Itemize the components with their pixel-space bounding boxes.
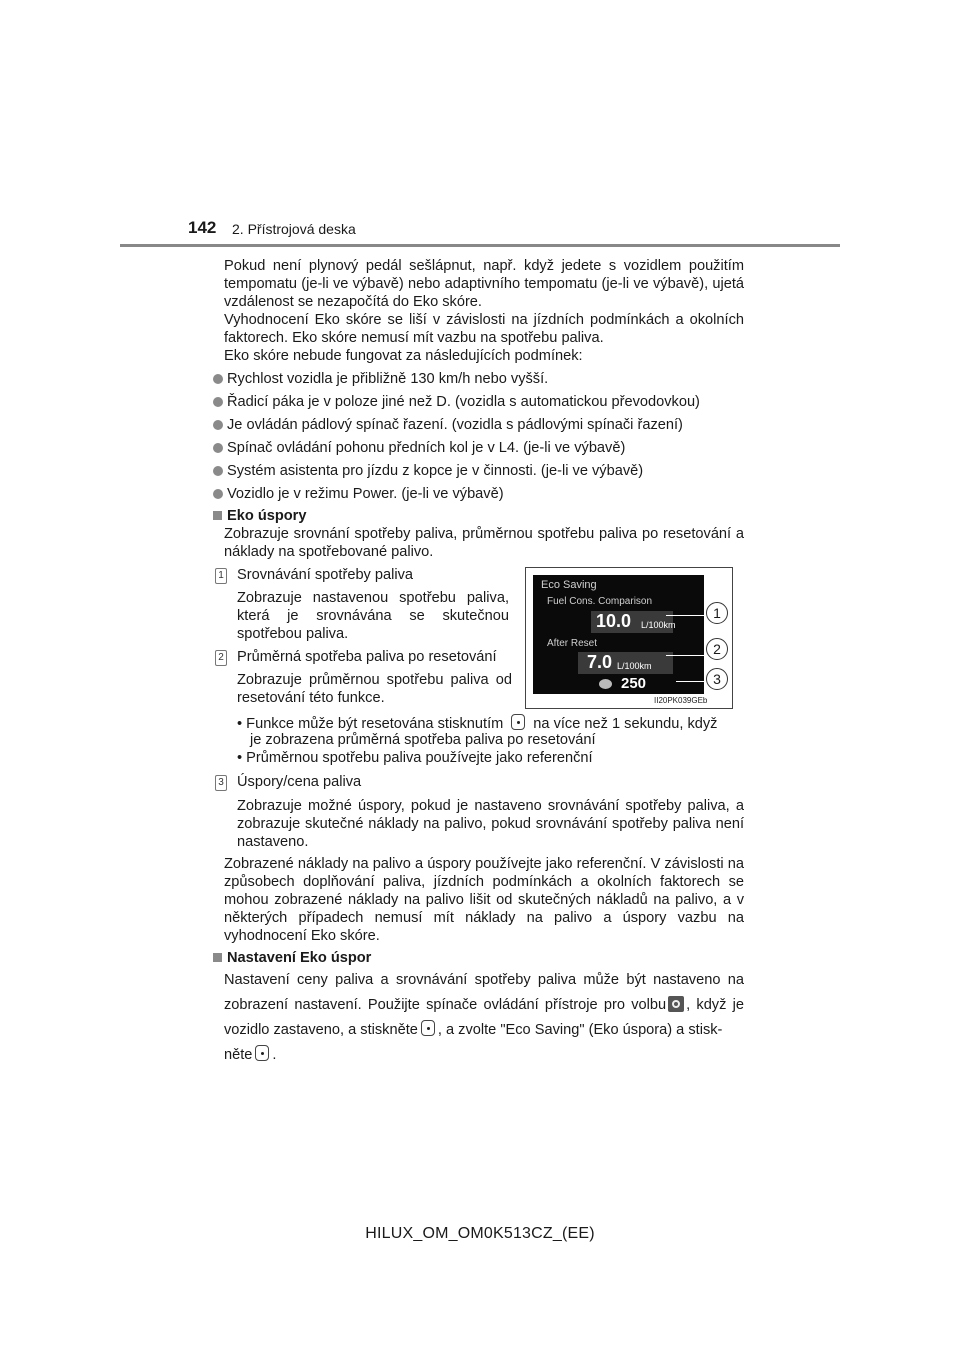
after-reset-label: After Reset	[547, 638, 598, 649]
item-2-title: Průměrná spotřeba paliva po resetování	[237, 649, 497, 665]
document-id: HILUX_OM_OM0K513CZ_(EE)	[365, 1225, 595, 1242]
display-subtitle: Fuel Cons. Comparison	[547, 596, 653, 607]
bullet-icon	[213, 443, 223, 453]
condition-text: Vozidlo je v režimu Power. (je-li ve výbavě)	[227, 486, 504, 502]
condition-item	[213, 416, 683, 434]
settings-text-b: , když je vozidlo zastaveno, a stiskněte	[224, 997, 745, 1038]
meter-button-icon	[511, 714, 525, 730]
intro-paragraph-2: Vyhodnocení Eko skóre se liší v závislosti na jízdních podmínkách a okolních faktorech. Eko skóre nemusí mít vazbu na spotřebu paliva.	[224, 312, 744, 346]
multi-info-display	[533, 575, 704, 694]
item-3-description: Zobrazuje možné úspory, pokud je nastaveno srovnávání spotřeby paliva, a zobrazuje skutečné náklady na palivo, pokud srovnávání spotřeby paliva není nastaveno.	[237, 798, 744, 850]
number-1-icon: 1	[215, 568, 227, 584]
eco-savings-description: Zobrazuje srovnání spotřeby paliva, průměrnou spotřebu paliva po resetování a náklady na spotřebované palivo.	[224, 526, 744, 560]
item-1-title-row	[215, 566, 413, 584]
eco-savings-heading	[213, 507, 306, 525]
settings-text-c: , a zvolte "Eco Saving" (Eko úspora) a stisk-	[437, 1022, 723, 1038]
coin-icon	[599, 679, 612, 689]
item-3-title: Úspory/cena paliva	[237, 774, 362, 790]
callout-leader-1	[666, 615, 706, 616]
settings-text-e: .	[272, 1047, 277, 1063]
condition-text: Je ovládán pádlový spínač řazení. (vozidla s pádlovými spínači řazení)	[227, 417, 683, 433]
eco-settings-paragraph	[224, 968, 744, 1068]
condition-text: Řadicí páka je v poloze jiné než D. (vozidla s automatickou převodovkou)	[227, 394, 700, 410]
eco-saving-display-figure	[525, 567, 733, 709]
callout-leader-3	[676, 681, 706, 682]
fuel-comparison-value: 10.0	[596, 611, 632, 631]
header-rule	[120, 244, 840, 247]
section-title: 2. Přístrojová deska	[232, 221, 356, 237]
meter-button-icon	[255, 1045, 269, 1061]
reset-note-continuation: je zobrazena průměrná spotřeba paliva po resetování	[250, 732, 596, 748]
bullet-icon	[213, 489, 223, 499]
settings-text-d: něte	[224, 1047, 253, 1063]
heading-text: Nastavení Eko úspor	[227, 950, 372, 966]
condition-text: Spínač ovládání pohonu předních kol je v L4. (je-li ve výbavě)	[227, 440, 626, 456]
reference-note: • Průměrnou spotřebu paliva používejte jako referenční	[237, 750, 593, 766]
number-2-icon: 2	[215, 650, 227, 666]
item-2-title-row	[215, 648, 497, 666]
reset-note-text: • Funkce může být resetována stisknutím	[237, 716, 504, 732]
fuel-comparison-unit: L/100km	[641, 620, 676, 630]
after-reset-value: 7.0	[587, 652, 613, 672]
settings-gear-icon	[668, 996, 684, 1012]
eco-settings-heading	[213, 949, 371, 967]
item-3-title-row	[215, 773, 361, 791]
condition-item	[213, 485, 504, 503]
figure-code: II20PK039GEb	[654, 696, 708, 705]
intro-paragraph-1: Pokud není plynový pedál sešlápnut, např. když jedete s vozidlem použitím tempomatu (je-li ve výbavě) nebo adaptivního tempomatu (je-li ve výbavě), ujetá vzdálenost se nezapočítá do Eko skóre.	[224, 258, 744, 310]
item-1-description: Zobrazuje nastavenou spotřebu paliva, která je srovnávána se skutečnou spotřebou paliva.	[237, 590, 509, 642]
square-bullet-icon	[213, 511, 222, 520]
condition-text: Systém asistenta pro jízdu z kopce je v činnosti. (je-li ve výbavě)	[227, 463, 644, 479]
square-bullet-icon	[213, 953, 222, 962]
item-1-title: Srovnávání spotřeby paliva	[237, 567, 414, 583]
savings-value: 250	[621, 675, 647, 692]
meter-button-icon	[421, 1020, 435, 1036]
closing-paragraph: Zobrazené náklady na palivo a úspory používejte jako referenční. V závislosti na způsobech doplňování paliva, jízdních podmínkách a okolních faktorech se mohou zobrazené náklady na palivo lišit od skutečných nákladů na palivo, a v některých případech nemusí mít náklady na palivo a úspory vazbu na vyhodnocení Eko skóre.	[224, 856, 744, 944]
number-3-icon: 3	[215, 775, 227, 791]
page-number: 142	[188, 218, 217, 237]
heading-text: Eko úspory	[227, 508, 307, 524]
callout-1: 1	[706, 602, 728, 624]
intro-paragraph-3: Eko skóre nebude fungovat za následujících podmínek:	[224, 348, 583, 364]
condition-item	[213, 393, 700, 411]
bullet-icon	[213, 420, 223, 430]
callout-leader-2	[666, 655, 706, 656]
bullet-icon	[213, 466, 223, 476]
reset-note-text-2: na více než 1 sekundu, když	[533, 716, 718, 732]
condition-item	[213, 462, 643, 480]
bullet-icon	[213, 397, 223, 407]
callout-2: 2	[706, 638, 728, 660]
item-2-description: Zobrazuje průměrnou spotřebu paliva od resetování této funkce.	[237, 672, 512, 706]
bullet-icon	[213, 374, 223, 384]
settings-text-a: Nastavení ceny paliva a srovnávání spotřeby paliva může být nastaveno na zobrazení nastavení. Použijte spínače ovládání přístroje pro volbu	[224, 972, 744, 1013]
display-title: Eco Saving	[541, 579, 597, 591]
condition-item	[213, 370, 548, 388]
condition-item	[213, 439, 625, 457]
callout-3: 3	[706, 668, 728, 690]
condition-text: Rychlost vozidla je přibližně 130 km/h nebo vyšší.	[227, 371, 549, 387]
after-reset-unit: L/100km	[617, 661, 652, 671]
